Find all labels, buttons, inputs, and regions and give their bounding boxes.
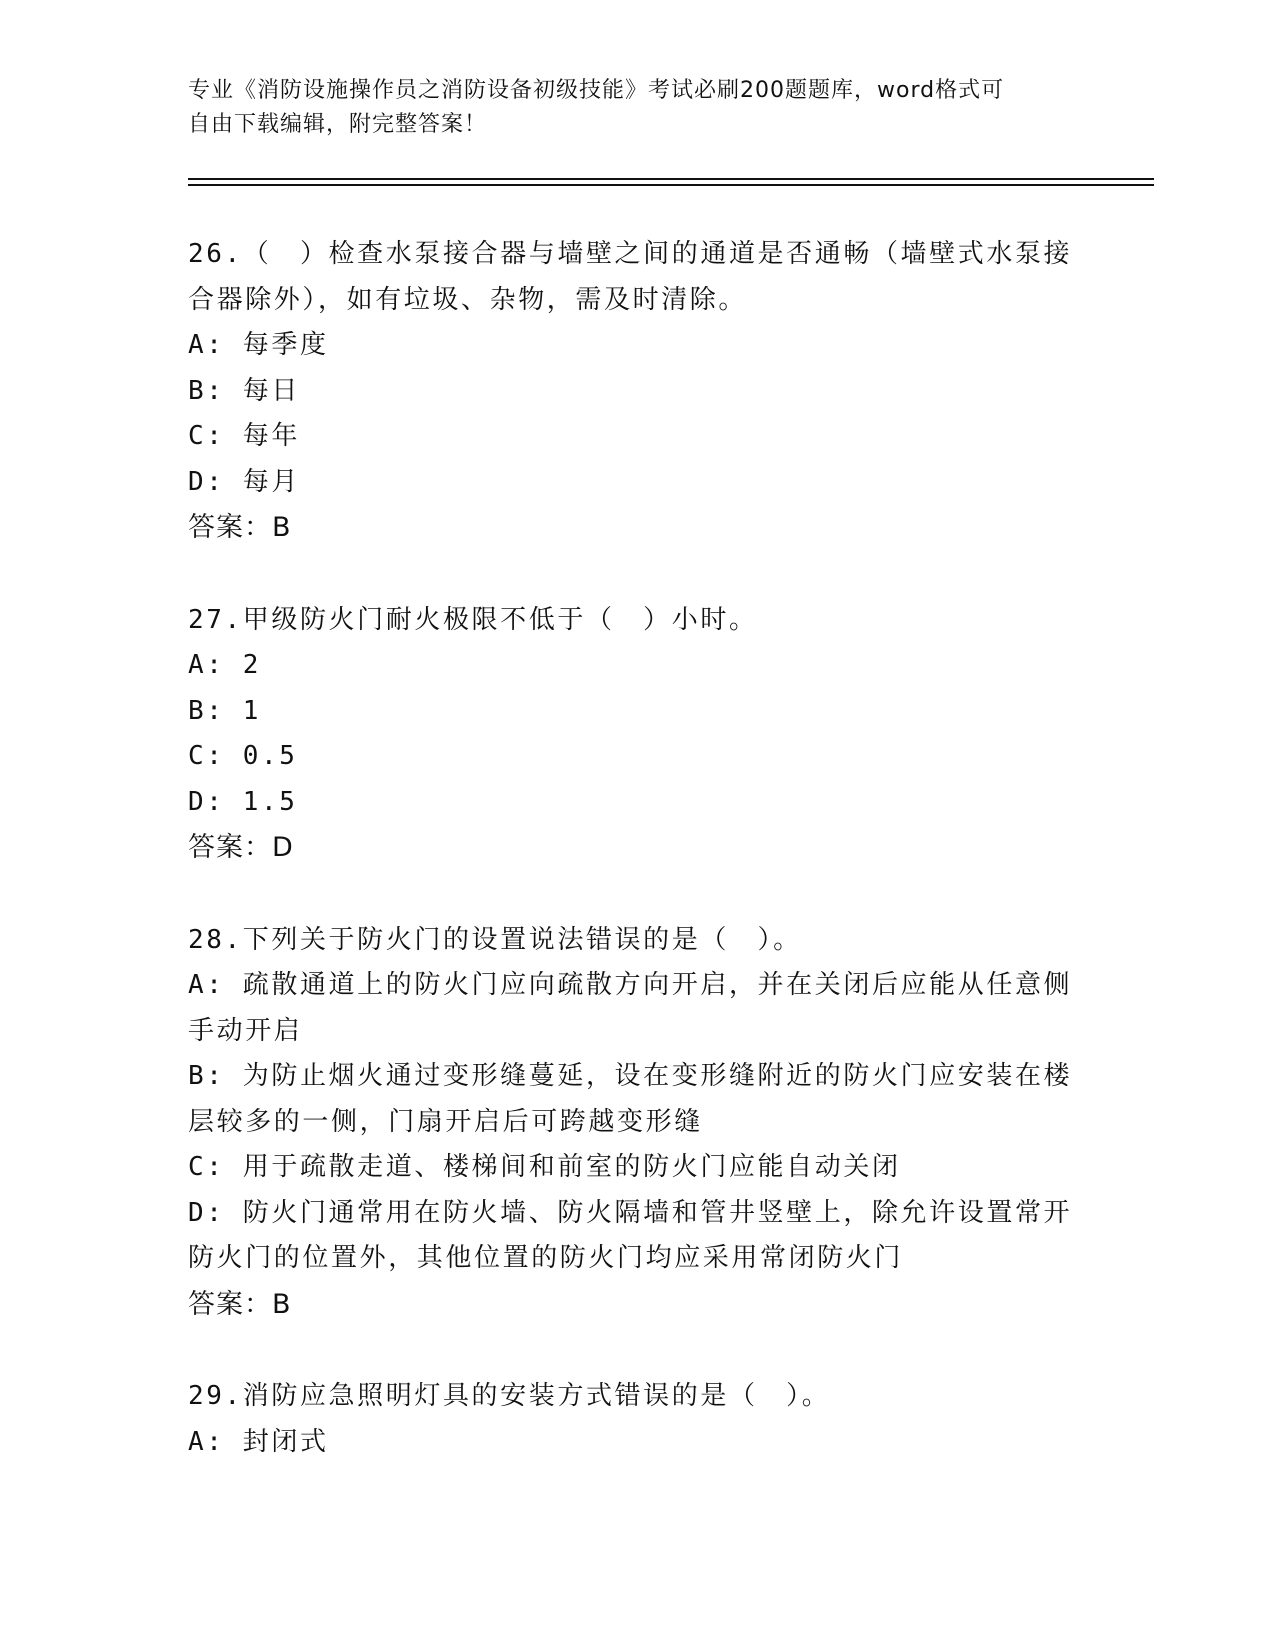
option-c: C: 0.5 — [188, 741, 298, 771]
option-a: A: 每季度 — [188, 330, 329, 360]
answer: 答案：D — [188, 832, 294, 863]
option-d: D: 每月 — [188, 466, 300, 497]
question-27 — [188, 598, 1078, 871]
option-d: D: 防火门通常用在防火墙、防火隔墙和管井竖壁上，除允许设置常开 — [188, 1197, 1073, 1228]
answer: 答案：B — [188, 1288, 292, 1320]
option-b: B: 1 — [188, 695, 262, 726]
question-stem: 29.消防应急照明灯具的安装方式错误的是（ ）。 — [188, 1381, 831, 1411]
question-26 — [188, 232, 1078, 551]
option-a-continued: 手动开启 — [188, 1015, 303, 1046]
question-stem: 28.下列关于防火门的设置说法错误的是（ ）。 — [188, 924, 802, 955]
question-stem: 合器除外），如有垃圾、杂物，需及时清除。 — [188, 284, 748, 315]
header-line-2: 自由下载编辑，附完整答案！ — [188, 112, 488, 137]
header-divider-bottom — [188, 184, 1154, 186]
answer: 答案：B — [188, 512, 292, 543]
option-b: B: 每日 — [188, 375, 300, 406]
question-stem: 26.（ ）检查水泵接合器与墙壁之间的通道是否通畅（墙壁式水泵接 — [188, 239, 1073, 269]
option-d: D: 1.5 — [188, 786, 298, 817]
option-c: C: 用于疏散走道、楼梯间和前室的防火门应能自动关闭 — [188, 1152, 901, 1182]
question-stem: 27.甲级防火门耐火极限不低于（ ）小时。 — [188, 604, 758, 635]
option-a: A: 2 — [188, 650, 262, 680]
header-line-1: 专业《消防设施操作员之消防设备初级技能》考试必刷200题题库，word格式可 — [188, 78, 1005, 103]
question-list — [188, 232, 1078, 1512]
option-a: A: 疏散通道上的防火门应向疏散方向开启，并在关闭后应能从任意侧 — [188, 970, 1073, 1000]
option-b-continued: 层较多的一侧，门扇开启后可跨越变形缝 — [188, 1106, 703, 1137]
option-d-continued: 防火门的位置外，其他位置的防火门均应采用常闭防火门 — [188, 1243, 904, 1273]
option-c: C: 每年 — [188, 421, 300, 451]
question-29 — [188, 1374, 1078, 1465]
document-header — [188, 74, 1068, 142]
option-b: B: 为防止烟火通过变形缝蔓延，设在变形缝附近的防火门应安装在楼 — [188, 1061, 1073, 1091]
header-divider-top — [188, 178, 1154, 180]
option-a: A: 封闭式 — [188, 1426, 329, 1457]
question-28 — [188, 918, 1078, 1328]
